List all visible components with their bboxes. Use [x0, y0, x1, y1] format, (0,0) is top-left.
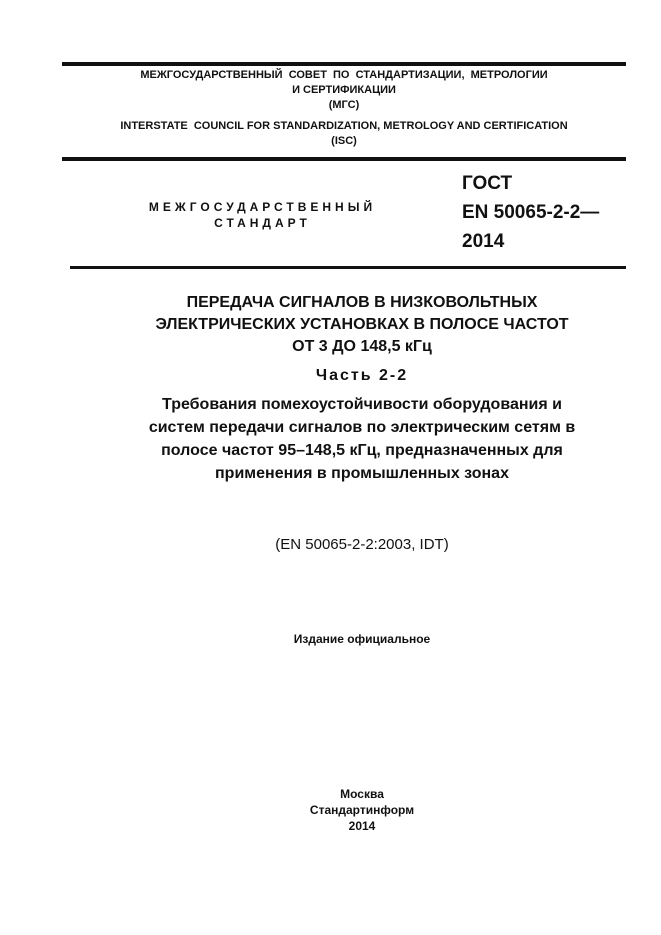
- title-line1: ПЕРЕДАЧА СИГНАЛОВ В НИЗКОВОЛЬТНЫХ: [186, 294, 538, 311]
- subtitle-line1: Требования помехоустойчивости оборудования и: [162, 396, 562, 413]
- gost-line2: EN 50065-2-2—: [462, 202, 600, 223]
- council-header: [62, 68, 626, 149]
- gost-line1: ГОСТ: [462, 173, 513, 194]
- title-line2: ЭЛЕКТРИЧЕСКИХ УСТАНОВКАХ В ПОЛОСЕ ЧАСТОТ: [155, 316, 569, 333]
- council-en: INTERSTATE COUNCIL FOR STANDARDIZATION, METROLOGY AND CERTIFICATION: [120, 120, 568, 132]
- edition-note: Издание официальное: [293, 632, 431, 646]
- identity-reference: (EN 50065-2-2:2003, IDT): [275, 536, 449, 553]
- subtitle-line2: систем передачи сигналов по электрическим сетям в: [148, 419, 576, 436]
- subtitle-line3: полосе частот 95–148,5 кГц, предназначенных для: [161, 442, 563, 459]
- council-ru-line2: И СЕРТИФИКАЦИИ: [292, 84, 396, 96]
- subtitle-line4: применения в промышленных зонах: [215, 465, 509, 482]
- part-label: Часть 2-2: [315, 367, 409, 384]
- council-ru-line1: МЕЖГОСУДАРСТВЕННЫЙ СОВЕТ ПО СТАНДАРТИЗАЦИИ, МЕТРОЛОГИИ: [140, 69, 548, 81]
- imprint-city: Москва: [340, 787, 384, 801]
- document-title: [62, 292, 661, 358]
- imprint-year: 2014: [348, 819, 376, 833]
- council-en-abbr: (ISC): [331, 135, 357, 147]
- top-rule: [62, 62, 626, 66]
- standard-label: [110, 199, 415, 231]
- standard-label-line2: СТАНДАРТ: [214, 216, 311, 230]
- imprint-publisher: Стандартинформ: [309, 803, 415, 817]
- header-rule: [62, 157, 626, 161]
- document-subtitle: [62, 393, 661, 485]
- standard-label-line1: МЕЖГОСУДАРСТВЕННЫЙ: [148, 200, 377, 214]
- standard-rule: [70, 266, 626, 269]
- imprint: [62, 786, 661, 834]
- gost-line3: 2014: [462, 231, 505, 252]
- council-ru-abbr: (МГС): [328, 99, 360, 111]
- title-line3: ОТ 3 ДО 148,5 кГц: [292, 338, 432, 355]
- gost-designation: [462, 169, 642, 256]
